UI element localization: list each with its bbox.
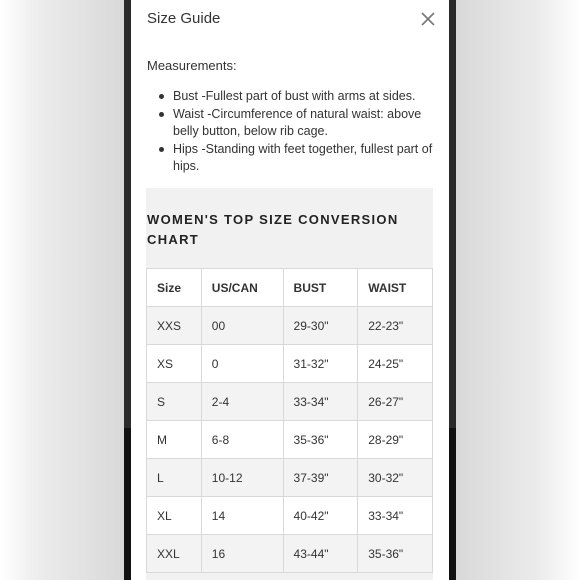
measurements-list: [147, 88, 437, 176]
cell-us-can: 10-12: [201, 459, 283, 497]
size-conversion-table: [146, 268, 433, 573]
background-left: [0, 0, 126, 580]
cell-waist: 35-36": [358, 535, 433, 573]
cell-bust: 29-30": [283, 307, 358, 345]
cell-waist: 22-23": [358, 307, 433, 345]
table-row: [147, 383, 433, 421]
cell-us-can: 0: [201, 345, 283, 383]
measurements-heading: Measurements:: [147, 58, 237, 73]
table-row: [147, 307, 433, 345]
table-header-row: [147, 269, 433, 307]
table-row: [147, 345, 433, 383]
cell-bust: 43-44": [283, 535, 358, 573]
close-button[interactable]: [419, 10, 437, 28]
cell-bust: 33-34": [283, 383, 358, 421]
table-row: [147, 497, 433, 535]
table-row: [147, 535, 433, 573]
cell-size: L: [147, 459, 202, 497]
cell-bust: 37-39": [283, 459, 358, 497]
chart-title: WOMEN'S TOP SIZE CONVERSION CHART: [147, 212, 399, 247]
cell-bust: 31-32": [283, 345, 358, 383]
dialog-title: Size Guide: [147, 10, 221, 27]
measurement-item-bust: Bust -Fullest part of bust with arms at sides.: [147, 88, 437, 106]
cell-bust: 35-36": [283, 421, 358, 459]
cell-bust: 40-42": [283, 497, 358, 535]
cell-waist: 24-25": [358, 345, 433, 383]
cell-size: XXL: [147, 535, 202, 573]
cell-us-can: 2-4: [201, 383, 283, 421]
cell-size: M: [147, 421, 202, 459]
cell-us-can: 6-8: [201, 421, 283, 459]
header-us-can: US/CAN: [201, 269, 283, 307]
measurement-item-waist: Waist -Circumference of natural waist: above belly button, below rib cage.: [147, 106, 437, 141]
background-right: [454, 0, 580, 580]
table-row: [147, 421, 433, 459]
header-size: Size: [147, 269, 202, 307]
cell-size: S: [147, 383, 202, 421]
cell-waist: 33-34": [358, 497, 433, 535]
cell-us-can: 00: [201, 307, 283, 345]
cell-size: XXS: [147, 307, 202, 345]
cell-waist: 26-27": [358, 383, 433, 421]
cell-us-can: 14: [201, 497, 283, 535]
cell-size: XS: [147, 345, 202, 383]
cell-size: XL: [147, 497, 202, 535]
size-guide-dialog: [131, 0, 449, 580]
header-waist: WAIST: [358, 269, 433, 307]
measurement-item-hips: Hips -Standing with feet together, fullest part of hips.: [147, 141, 437, 176]
table-row: [147, 459, 433, 497]
phone-frame-right-dark: [448, 428, 456, 580]
header-bust: BUST: [283, 269, 358, 307]
cell-waist: 28-29": [358, 421, 433, 459]
size-chart-section: [146, 188, 433, 580]
close-icon[interactable]: [419, 10, 437, 28]
cell-us-can: 16: [201, 535, 283, 573]
cell-waist: 30-32": [358, 459, 433, 497]
